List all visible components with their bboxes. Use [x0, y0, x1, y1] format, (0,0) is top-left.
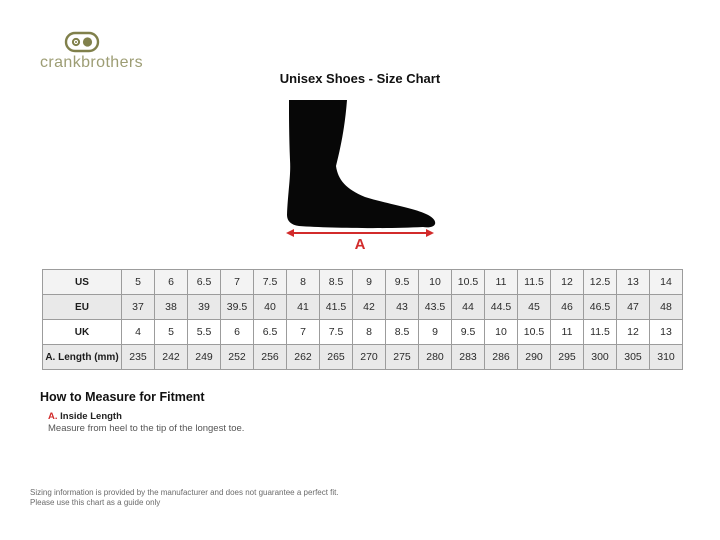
footer-line-2: Please use this chart as a guide only: [30, 498, 161, 507]
size-table-row: [43, 320, 683, 345]
dimension-a-label: A: [354, 236, 366, 253]
size-table-cell: 43.5: [419, 295, 452, 320]
size-table-cell: 5.5: [188, 320, 221, 345]
size-table-row-label: US: [43, 270, 122, 295]
size-table-cell: 286: [485, 345, 518, 370]
size-table-cell: 13: [650, 320, 683, 345]
size-table-cell: 7: [221, 270, 254, 295]
size-table-cell: 12: [551, 270, 584, 295]
size-table-cell: 11: [551, 320, 584, 345]
size-table-cell: 275: [386, 345, 419, 370]
size-table-cell: 46.5: [584, 295, 617, 320]
size-table-row-label: EU: [43, 295, 122, 320]
size-table-cell: 41.5: [320, 295, 353, 320]
measure-item-title: [48, 411, 122, 422]
size-table-cell: 47: [617, 295, 650, 320]
size-table-cell: 5: [122, 270, 155, 295]
size-table-cell: 37: [122, 295, 155, 320]
size-table-cell: 44: [452, 295, 485, 320]
size-table-cell: 9.5: [386, 270, 419, 295]
size-table-cell: 235: [122, 345, 155, 370]
size-table-cell: 5: [155, 320, 188, 345]
size-table-cell: 11.5: [584, 320, 617, 345]
size-table-cell: 265: [320, 345, 353, 370]
size-table-cell: 12.5: [584, 270, 617, 295]
size-table-row-label: A. Length (mm): [43, 345, 122, 370]
size-table-cell: 9: [419, 320, 452, 345]
measure-item-description: Measure from heel to the tip of the longest toe.: [48, 423, 245, 434]
size-table-cell: 46: [551, 295, 584, 320]
size-table-cell: 10.5: [452, 270, 485, 295]
size-table-cell: 38: [155, 295, 188, 320]
footer-line-1: Sizing information is provided by the manufacturer and does not guarantee a perfect fit.: [30, 488, 339, 497]
size-table-cell: 6.5: [254, 320, 287, 345]
size-table-cell: 45: [518, 295, 551, 320]
size-table-cell: 10: [419, 270, 452, 295]
size-table-cell: 10: [485, 320, 518, 345]
size-table-cell: 262: [287, 345, 320, 370]
size-table-cell: 14: [650, 270, 683, 295]
size-table-cell: 48: [650, 295, 683, 320]
size-table-cell: 39.5: [221, 295, 254, 320]
size-table-cell: 11: [485, 270, 518, 295]
size-table-cell: 9: [353, 270, 386, 295]
size-table-cell: 4: [122, 320, 155, 345]
size-table-cell: 280: [419, 345, 452, 370]
size-table-cell: 13: [617, 270, 650, 295]
size-table-cell: 8.5: [320, 270, 353, 295]
size-table-row: [43, 270, 683, 295]
size-table-cell: 256: [254, 345, 287, 370]
size-table-cell: 7.5: [254, 270, 287, 295]
size-table-cell: 300: [584, 345, 617, 370]
size-table-cell: 40: [254, 295, 287, 320]
footer-disclaimer: [30, 488, 339, 508]
size-table: [42, 269, 683, 370]
size-table-cell: 8.5: [386, 320, 419, 345]
size-table-row: [43, 345, 683, 370]
size-table-cell: 7.5: [320, 320, 353, 345]
size-table-cell: 11.5: [518, 270, 551, 295]
size-table-cell: 270: [353, 345, 386, 370]
size-table-cell: 6.5: [188, 270, 221, 295]
size-table-row-label: UK: [43, 320, 122, 345]
measure-section-heading: How to Measure for Fitment: [40, 390, 205, 404]
size-table-cell: 252: [221, 345, 254, 370]
size-table-cell: 242: [155, 345, 188, 370]
size-table-cell: 290: [518, 345, 551, 370]
size-table-cell: 8: [287, 270, 320, 295]
size-table-cell: 10.5: [518, 320, 551, 345]
sock-silhouette-image: [283, 96, 441, 232]
size-table-cell: 305: [617, 345, 650, 370]
size-table-cell: 6: [155, 270, 188, 295]
measure-item-key: A.: [48, 411, 58, 422]
brand-wordmark: crankbrothers: [40, 54, 144, 71]
size-table-cell: 42: [353, 295, 386, 320]
size-table-cell: 6: [221, 320, 254, 345]
size-table-row: [43, 295, 683, 320]
measure-item-name: Inside Length: [57, 411, 122, 422]
size-table-cell: 12: [617, 320, 650, 345]
page-title: Unisex Shoes - Size Chart: [279, 71, 441, 86]
size-table-cell: 310: [650, 345, 683, 370]
size-table-cell: 283: [452, 345, 485, 370]
size-table-cell: 295: [551, 345, 584, 370]
size-table-cell: 41: [287, 295, 320, 320]
size-table-cell: 44.5: [485, 295, 518, 320]
size-table-cell: 43: [386, 295, 419, 320]
crankbrothers-pedal-icon: [64, 31, 100, 54]
size-table-cell: 39: [188, 295, 221, 320]
size-table-cell: 9.5: [452, 320, 485, 345]
size-table-cell: 249: [188, 345, 221, 370]
size-table-cell: 8: [353, 320, 386, 345]
arrow-line: [291, 232, 429, 234]
size-table-cell: 7: [287, 320, 320, 345]
